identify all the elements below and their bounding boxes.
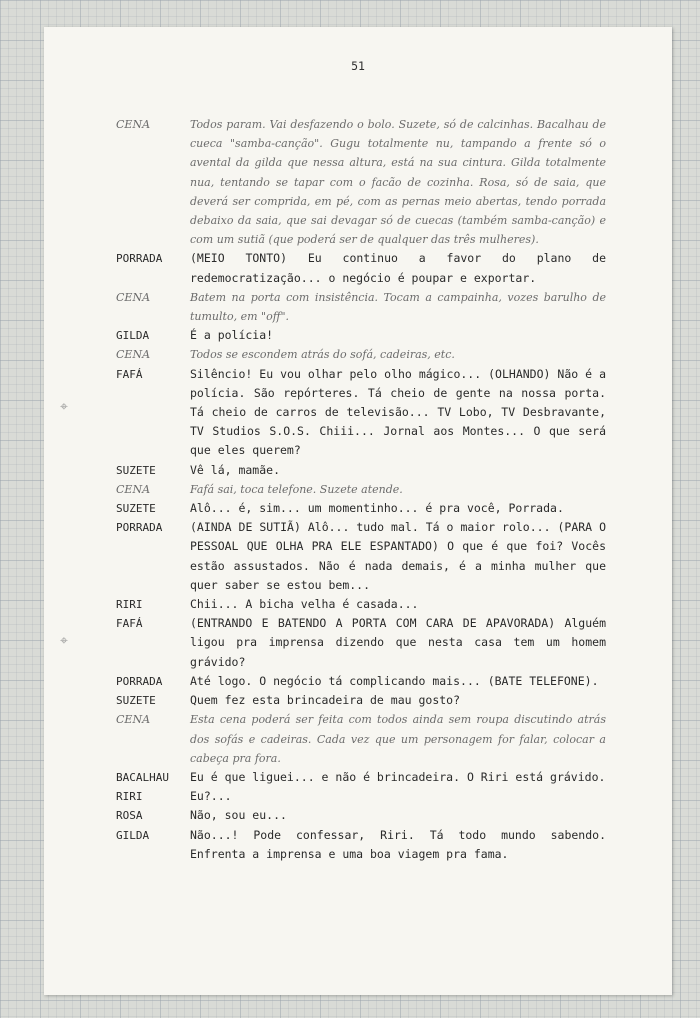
dialogue-text: Quem fez esta brincadeira de mau gosto?	[190, 693, 461, 708]
dialogue-line	[44, 326, 672, 345]
dialogue-text: Vê lá, mamãe.	[190, 462, 281, 477]
dialogue-line	[44, 614, 672, 672]
hole-punch-mark-icon: ⌖	[60, 399, 68, 415]
direction-text: Todos param. Vai desfazendo o bolo. Suzete, só de calcinhas. Bacalhau de cueca "samba-canção". Gugu totalmente nu, tampando a frente só o avental da gilda que nessa altura, está na sua cintura. Gilda totalmente nua, tentando se tapar com o facão de cozinha. Rosa, só de saia, que deverá ser comprida, em pé, com as pernas meio abertas, tendo porrada debaixo da saia, que sai devagar só de cuecas (também samba-canção) e com um sutiã (que poderá ser de qualquer das três mulheres).	[190, 118, 606, 247]
speaker-name: SUZETE	[116, 502, 156, 516]
script-page	[44, 27, 672, 995]
dialogue-text: É a polícia!	[190, 328, 274, 343]
dialogue-line	[44, 672, 672, 691]
dialogue-text: Eu é que liguei... e não é brincadeira. O Riri está grávido.	[190, 769, 606, 784]
speaker-name: SUZETE	[116, 694, 156, 708]
speaker-name: CENA	[116, 290, 151, 304]
dialogue-text: Eu?...	[190, 789, 232, 804]
speaker-name: CENA	[116, 348, 151, 362]
dialogue-line	[44, 461, 672, 480]
dialogue-text: Alô... é, sim... um momentinho... é pra você, Porrada.	[190, 501, 564, 516]
speaker-name: PORRADA	[116, 674, 163, 688]
direction-text: Fafá sai, toca telefone. Suzete atende.	[190, 482, 403, 496]
hole-punch-mark-icon: ⌖	[60, 633, 68, 649]
dialogue-line	[44, 787, 672, 806]
speaker-name: RIRI	[116, 598, 143, 612]
speaker-name: CENA	[116, 482, 151, 496]
speaker-name: GILDA	[116, 329, 150, 343]
speaker-name: PORRADA	[116, 252, 163, 266]
script-body	[44, 115, 672, 864]
stage-direction	[44, 288, 672, 326]
dialogue-text: (MEIO TONTO) Eu continuo a favor do plano de redemocratização... o negócio é poupar e exportar.	[190, 251, 606, 285]
dialogue-line	[44, 365, 672, 461]
stage-direction	[44, 115, 672, 249]
dialogue-line	[44, 768, 672, 787]
dialogue-line	[44, 806, 672, 825]
speaker-name: ROSA	[116, 809, 143, 823]
speaker-name: CENA	[116, 713, 151, 727]
speaker-name: BACALHAU	[116, 770, 169, 784]
dialogue-line	[44, 518, 672, 595]
speaker-name: GILDA	[116, 828, 150, 842]
dialogue-text: (ENTRANDO E BATENDO A PORTA COM CARA DE APAVORADA) Alguém ligou pra imprensa dizendo que nesta casa tem um homem grávido?	[190, 616, 606, 669]
dialogue-text: Não, sou eu...	[190, 808, 287, 823]
dialogue-text: Não...! Pode confessar, Riri. Tá todo mundo sabendo. Enfrenta a imprensa e uma boa viagem pra fama.	[190, 827, 606, 861]
dialogue-text: Até logo. O negócio tá complicando mais... (BATE TELEFONE).	[190, 673, 599, 688]
speaker-name: PORRADA	[116, 521, 163, 535]
dialogue-line	[44, 595, 672, 614]
dialogue-line	[44, 691, 672, 710]
speaker-name: SUZETE	[116, 463, 156, 477]
dialogue-text: (AINDA DE SUTIÃ) Alô... tudo mal. Tá o maior rolo... (PARA O PESSOAL QUE OLHA PRA ELE ESPANTADO) O que é que foi? Vocês estão assustados. Não é nada demais, é a minha mulher que quer saber se estou bem...	[190, 520, 606, 592]
dialogue-line	[44, 826, 672, 864]
dialogue-line	[44, 249, 672, 287]
speaker-name: RIRI	[116, 790, 143, 804]
speaker-name: FAFÁ	[116, 617, 143, 631]
direction-text: Batem na porta com insistência. Tocam a campainha, vozes barulho de tumulto, em "off".	[190, 290, 606, 324]
stage-direction	[44, 480, 672, 499]
page-number: 51	[351, 59, 365, 73]
dialogue-line	[44, 499, 672, 518]
speaker-name: FAFÁ	[116, 367, 143, 381]
stage-direction	[44, 345, 672, 364]
speaker-name: CENA	[116, 118, 151, 131]
direction-text: Todos se escondem atrás do sofá, cadeiras, etc.	[190, 348, 455, 362]
dialogue-text: Silêncio! Eu vou olhar pelo olho mágico... (OLHANDO) Não é a polícia. São repórteres. Tá cheio de gente na nossa porta. Tá cheio de carros de televisão... TV Lobo, TV Desbravante, TV Studios S.O.S. Chiii... Jornal aos Montes... O que será que eles querem?	[190, 366, 606, 458]
stage-direction	[44, 710, 672, 768]
dialogue-text: Chii... A bicha velha é casada...	[190, 597, 419, 612]
direction-text: Esta cena poderá ser feita com todos ainda sem roupa discutindo atrás dos sofás e cadeiras. Cada vez que um personagem for falar, colocar a cabeça pra fora.	[190, 713, 606, 765]
